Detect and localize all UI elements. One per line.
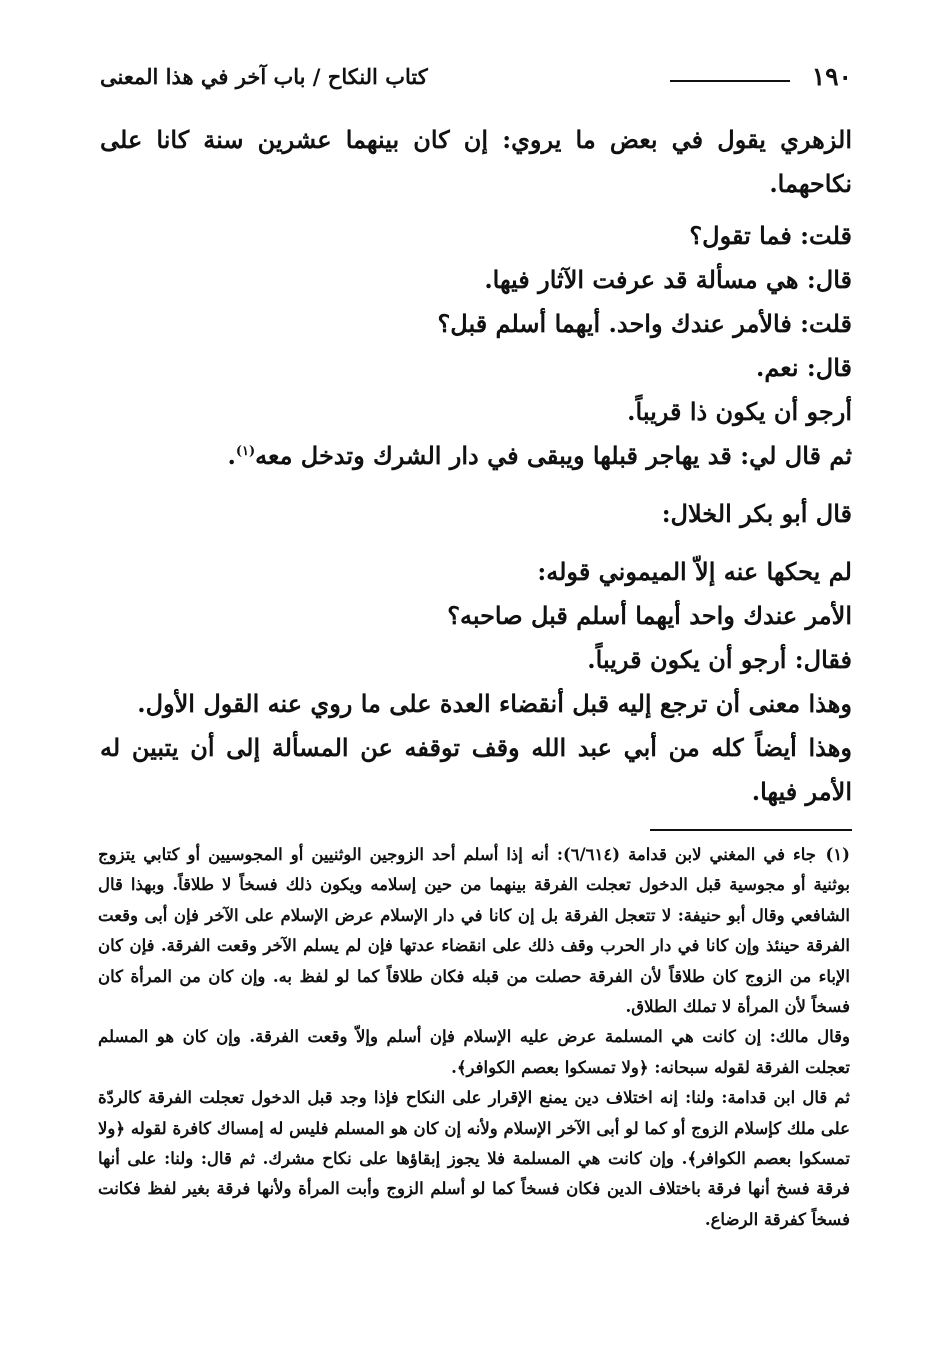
footnote-1-text-1: جاء في المغني لابن قدامة (٦/٦١٤): أنه إذا أسلم أحد الزوجين الوثنيين أو المجوسيين أو كتابي يتزوج بوثنية أو مجوسية قبل الدخول تعجلت الفرقة بينهما من حين إسلامه ويكون ذلك فسخاً لا طلاقاً. وبهذا قال الشافعي وقال أبو حنيفة: لا تتعجل الفرقة بل إن كانا في دار الإسلام عرض الإسلام على الآخر فإن أبى وقعت الفرقة حينئذ وإن كانا في دار الحرب وقف ذلك على انقضاء عدتها فإن لم يسلم الآخر وقعت الفرقة. فإن كان الإباء من الزوج كان طلاقاً لأن الفرقة حصلت من قبله فكان طلاقاً كما لو لفظ به. وإن كان من المرأة كان فسخاً لأن المرأة لا تملك الطلاق. [98, 845, 850, 1017]
footnote-1-number: (١) [825, 845, 850, 864]
dialogue-line-answer-2: قال: نعم. [755, 353, 852, 382]
then-period: . [227, 441, 236, 470]
paragraph-zuhri: الزهري يقول في بعض ما يروي: إن كان بينهما عشرين سنة كانا على نكاحهما. [100, 125, 852, 198]
dialogue-line-question-1: قلت: فما تقول؟ [689, 221, 852, 250]
footnote-reference[interactable]: (١) [235, 444, 256, 459]
footnotes [98, 840, 850, 1235]
dialogue-line-question-2: قلت: فالأمر عندك واحد. أيهما أسلم قبل؟ [437, 309, 852, 338]
dialogue-line-then [100, 434, 852, 478]
section-heading: قال أبو بكر الخلال: [661, 499, 852, 528]
spacer [100, 536, 852, 550]
footnote-separator [650, 829, 852, 831]
paragraph-meaning: وهذا معنى أن ترجع إليه قبل أنقضاء العدة على ما روي عنه القول الأول. [137, 689, 852, 718]
footnote-1-paragraph-2: وقال مالك: إن كانت هي المسلمة عرض عليه الإسلام فإن أسلم وإلاّ وقعت الفرقة. وإن كان هو المسلم تعجلت الفرقة لقوله سبحانه: ﴿ولا تمسكوا بعصم الكوافر﴾. [98, 1027, 850, 1077]
spacer [100, 206, 852, 214]
footnote-1-paragraph-3: ثم قال ابن قدامة: ولنا: إنه اختلاف دين يمنع الإقرار على النكاح فإذا وجد قبل الدخول تعجلت الفرقة كالردّة على ملك كإسلام الزوج أو كما لو أبى الآخر الإسلام ولأنه إن كان هو المسلم فليس له إمساك كافرة لقوله ﴿ولا تمسكوا بعصم الكوافر﴾. وإن كانت هي المسلمة فلا يجوز إبقاؤها على نكاح مشرك. ثم قال: ولنا: على أنها فرقة فسخ أنها فرقة باختلاف الدين فكان فسخاً كما لو أسلم الزوج وأبت المرأة ولأنها فرقة بغير لفظ فكانت فسخاً كفرقة الرضاع. [98, 1088, 850, 1229]
text-line-matter: الأمر عندك واحد أيهما أسلم قبل صاحبه؟ [447, 601, 852, 630]
paragraph-also: وهذا أيضاً كله من أبي عبد الله وقف توقفه عن المسألة إلى أن يتبين له الأمر فيها. [100, 733, 852, 806]
main-text [100, 118, 852, 814]
spacer [100, 478, 852, 492]
dialogue-line-answer-1: قال: هي مسألة قد عرفت الآثار فيها. [484, 265, 852, 294]
footnote-1-paragraph-1 [98, 840, 850, 1022]
header-rule [670, 80, 790, 82]
then-text: ثم قال لي: قد يهاجر قبلها ويبقى في دار الشرك وتدخل معه [255, 441, 852, 470]
text-line-said: فقال: أرجو أن يكون قريباً. [587, 645, 852, 674]
running-title: كتاب النكاح / باب آخر في هذا المعنى [100, 64, 428, 89]
text-line-only-maymuni: لم يحكها عنه إلاّ الميموني قوله: [537, 557, 852, 586]
page-number: ١٩٠ [811, 62, 852, 91]
running-header [100, 58, 852, 98]
dialogue-line-hope: أرجو أن يكون ذا قريباً. [627, 397, 852, 426]
